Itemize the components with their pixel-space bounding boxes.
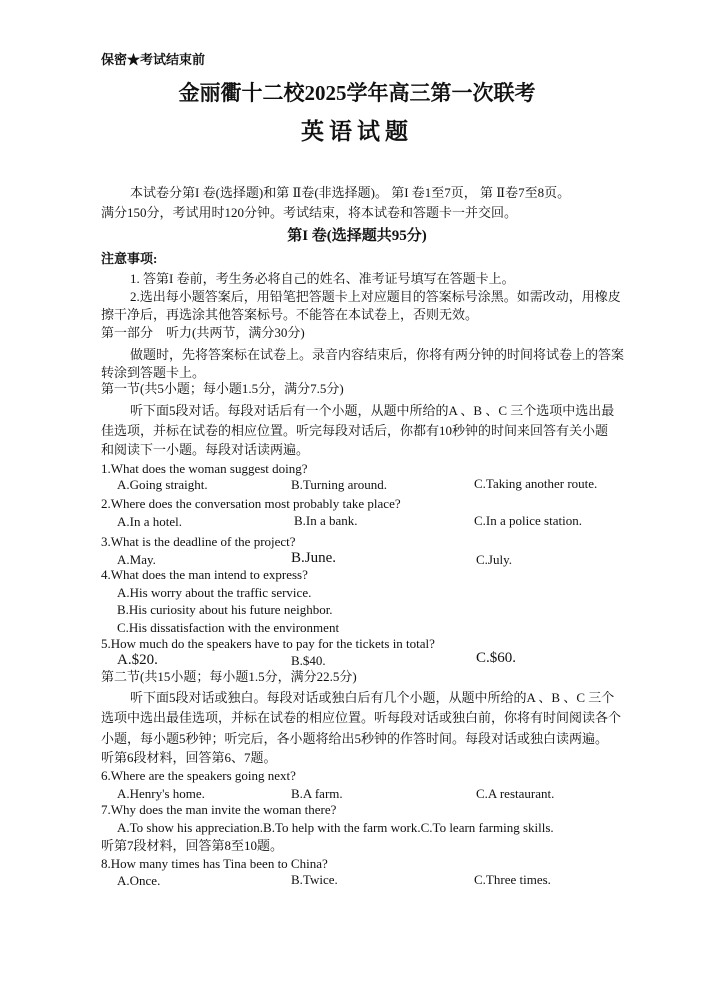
question-6-stem: 6.Where are the speakers going next? — [101, 768, 296, 783]
question-5-option-a: A.$20. — [117, 652, 158, 668]
note-1: 1. 答第I 卷前，考生务必将自己的姓名、准考证号填写在答题卡上。 — [130, 271, 515, 286]
part1-line-1: 做题时，先将答案标在试卷上。录音内容结束后，你将有两分钟的时间将试卷上的答案 — [130, 347, 625, 362]
question-3-stem: 3.What is the deadline of the project? — [101, 534, 296, 549]
question-5-stem: 5.How much do the speakers have to pay for the tickets in total? — [101, 636, 435, 651]
section2-heading: 第二节(共15小题；每小题1.5分，满分22.5分) — [101, 669, 357, 684]
question-1-option-a: A.Going straight. — [117, 477, 208, 492]
question-7-stem: 7.Why does the man invite the woman there? — [101, 802, 337, 817]
question-4-stem: 4.What does the man intend to express? — [101, 567, 308, 582]
question-4-option-c: C.His dissatisfaction with the environment — [117, 620, 340, 635]
section1-line-1: 听下面5段对话。每段对话后有一个小题，从题中所给的A 、B 、C 三个选项中选出最 — [130, 403, 615, 418]
exam-title: 金丽衢十二校2025学年高三第一次联考 — [178, 81, 536, 105]
question-4-option-a: A.His worry about the traffic service. — [117, 585, 312, 600]
material-7-instruction: 听第7段材料，回答第8至10题。 — [101, 838, 284, 853]
section2-line-4: 听第6段材料，回答第6、7题。 — [101, 750, 277, 765]
question-6-option-a: A.Henry's home. — [117, 786, 205, 801]
section2-line-3: 小题，每小题5秒钟；听完后，各小题将给出5秒钟的作答时间。每段对话或独白读两遍。 — [101, 731, 609, 746]
question-3-option-c: C.July. — [476, 552, 512, 567]
question-8-stem: 8.How many times has Tina been to China? — [101, 856, 328, 871]
question-5-option-b: B.$40. — [291, 653, 326, 668]
question-3-option-b: B.June. — [291, 550, 336, 566]
volume-title: 第I 卷(选择题共95分) — [287, 228, 427, 244]
question-2-option-b: B.In a bank. — [294, 513, 358, 528]
question-1-option-b: B.Turning around. — [291, 477, 387, 492]
question-4-option-b: B.His curiosity about his future neighbor. — [117, 602, 333, 617]
part1-heading: 第一部分 听力(共两节，满分30分) — [101, 325, 305, 340]
question-8-option-c: C.Three times. — [474, 872, 551, 887]
note-2-line-1: 2.选出每小题答案后，用铅笔把答题卡上对应题目的答案标号涂黑。如需改动，用橡皮 — [130, 289, 621, 304]
question-6-option-c: C.A restaurant. — [476, 786, 555, 801]
note-2-line-2: 擦干净后，再选涂其他答案标号。不能答在本试卷上，否则无效。 — [101, 307, 479, 322]
confidential-label: 保密★考试结束前 — [101, 52, 206, 67]
section2-line-2: 选项中选出最佳选项，并标在试卷的相应位置。听每段对话或独白前，你将有时间阅读各个 — [101, 710, 622, 725]
question-3-option-a: A.May. — [117, 552, 156, 567]
part1-line-2: 转涂到答题卡上。 — [101, 365, 206, 380]
exam-subject: 英语试题 — [301, 119, 413, 144]
section1-line-3: 和阅读下一小题。每段对话读两遍。 — [101, 442, 310, 457]
intro-line-2: 满分150分，考试用时120分钟。考试结束，将本试卷和答题卡一并交回。 — [101, 205, 518, 220]
question-1-stem: 1.What does the woman suggest doing? — [101, 461, 308, 476]
question-6-option-b: B.A farm. — [291, 786, 343, 801]
question-2-option-a: A.In a hotel. — [117, 514, 182, 529]
question-5-option-c: C.$60. — [476, 650, 517, 666]
section1-line-2: 佳选项，并标在试卷的相应位置。听完每段对话后，你都有10秒钟的时间来回答有关小题 — [101, 423, 609, 438]
section2-line-1: 听下面5段对话或独白。每段对话或独白后有几个小题，从题中所给的A 、B 、C 三个 — [130, 690, 615, 705]
question-2-stem: 2.Where does the conversation most probably take place? — [101, 496, 401, 511]
question-2-option-c: C.In a police station. — [474, 513, 582, 528]
notes-heading: 注意事项: — [101, 251, 158, 266]
question-1-option-c: C.Taking another route. — [474, 476, 598, 491]
question-7-options: A.To show his appreciation.B.To help with the farm work.C.To learn farming skills. — [117, 820, 554, 835]
question-8-option-a: A.Once. — [117, 873, 161, 888]
question-8-option-b: B.Twice. — [291, 872, 338, 887]
intro-line-1: 本试卷分第I 卷(选择题)和第 Ⅱ卷(非选择题)。 第I 卷1至7页， 第 Ⅱ卷7至8页。 — [130, 185, 571, 200]
section1-heading: 第一节(共5小题；每小题1.5分，满分7.5分) — [101, 381, 344, 396]
